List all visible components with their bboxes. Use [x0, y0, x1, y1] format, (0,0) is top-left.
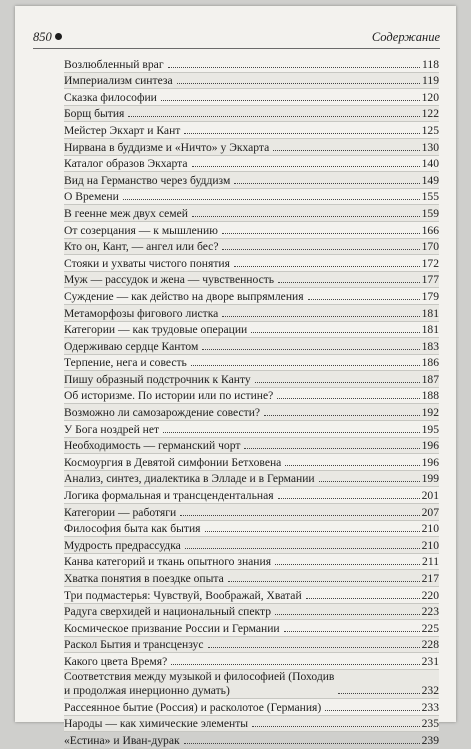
dot-leader [171, 664, 419, 665]
toc-entry [64, 716, 439, 733]
toc-entry [64, 322, 439, 339]
section-title: Содержание [371, 30, 440, 44]
dot-leader [222, 233, 420, 234]
dot-leader [234, 266, 420, 267]
bullet-dot-icon [55, 33, 62, 40]
toc-entry-page: 233 [421, 700, 439, 714]
toc-entry-page: 120 [421, 90, 439, 104]
table-of-contents [64, 56, 439, 749]
toc-entry-page: 181 [421, 323, 439, 337]
toc-entry-title: Космическое призвание России и Германии [64, 621, 280, 635]
toc-entry [64, 272, 439, 289]
toc-entry-title: Логика формальная и трансцендентальная [64, 489, 274, 503]
toc-entry [64, 438, 439, 455]
toc-entry-page: 196 [421, 455, 439, 469]
toc-entry [64, 371, 439, 388]
toc-entry-page: 118 [422, 57, 439, 71]
toc-entry-page: 149 [421, 173, 439, 187]
toc-entry-page: 170 [421, 240, 439, 254]
toc-entry-page: 187 [421, 372, 439, 386]
toc-entry [64, 388, 439, 405]
header-rule [33, 48, 440, 49]
toc-entry-page: 181 [421, 306, 439, 320]
toc-entry [64, 122, 439, 139]
book-page [15, 6, 456, 747]
toc-entry-title: Какого цвета Время? [64, 654, 168, 668]
dot-leader [192, 166, 420, 167]
toc-entry [64, 653, 439, 670]
toc-entry-title: Об историзме. По истории или по истине? [64, 389, 274, 403]
dot-leader [128, 116, 419, 117]
toc-entry-title: Канва категорий и ткань опытного знания [64, 555, 272, 569]
dot-leader [208, 647, 420, 648]
toc-entry [64, 637, 439, 654]
toc-entry [64, 139, 439, 156]
toc-entry-page: 223 [421, 605, 439, 619]
toc-entry-title: Мудрость предрассудка [64, 538, 181, 552]
toc-entry-page: 130 [421, 140, 439, 154]
toc-entry-title: От созерцания — к мышлению [64, 223, 218, 237]
toc-entry-title: Необходимость — германский чорт [64, 439, 241, 453]
toc-entry [64, 404, 439, 421]
dot-leader [222, 249, 419, 250]
toc-entry-page: 186 [421, 356, 439, 370]
toc-entry [64, 471, 439, 488]
dot-leader [308, 299, 420, 300]
toc-entry [64, 699, 439, 716]
toc-entry-title: Стояки и ухваты чистого понятия [64, 256, 230, 270]
dot-leader [184, 743, 420, 744]
toc-entry-page: 119 [422, 74, 439, 88]
toc-entry-title: Пишу образный подстрочник к Канту [64, 372, 251, 386]
toc-entry-page: 232 [421, 683, 439, 697]
toc-entry-page: 210 [421, 538, 439, 552]
toc-entry-page: 239 [421, 733, 439, 747]
toc-entry-page: 155 [421, 190, 439, 204]
dot-leader [202, 349, 419, 350]
toc-entry-page: 220 [421, 588, 439, 602]
dot-leader [185, 548, 420, 549]
dot-leader [278, 498, 420, 499]
dot-leader [192, 216, 420, 217]
toc-entry [64, 89, 439, 106]
toc-entry [64, 587, 439, 604]
dot-leader [163, 432, 420, 433]
toc-entry-title: Сказка философии [64, 90, 157, 104]
toc-entry [64, 338, 439, 355]
toc-entry-title: В геенне меж двух семей [64, 206, 188, 220]
dot-leader [191, 365, 420, 366]
dot-leader [168, 67, 420, 68]
dot-leader [252, 726, 420, 727]
dot-leader [123, 199, 420, 200]
toc-entry-page: 188 [421, 389, 439, 403]
toc-entry-page: 225 [421, 621, 439, 635]
toc-entry-title: Суждение — как действо на дворе выпрямления [64, 289, 304, 303]
toc-entry [64, 56, 439, 73]
toc-entry-page: 172 [421, 256, 439, 270]
dot-leader [251, 332, 419, 333]
toc-entry-title: Анализ, синтез, диалектика в Элладе и в Германии [64, 472, 315, 486]
toc-entry-page: 207 [421, 505, 439, 519]
toc-entry-page: 228 [421, 638, 439, 652]
toc-entry-page: 231 [421, 654, 439, 668]
toc-entry-page: 211 [422, 555, 439, 569]
dot-leader [184, 133, 419, 134]
toc-entry-page: 210 [421, 522, 439, 536]
toc-entry-title: Рассеянное бытие (Россия) и расколотое (Германия) [64, 700, 322, 714]
toc-entry [64, 255, 439, 272]
toc-entry [64, 222, 439, 239]
dot-leader [273, 150, 419, 151]
toc-entry-page: 183 [421, 339, 439, 353]
toc-entry-title: Категории — как трудовые операции [64, 323, 248, 337]
toc-entry [64, 305, 439, 322]
dot-leader [277, 398, 419, 399]
toc-entry-title: Раскол Бытия и трансцензус [64, 638, 204, 652]
toc-entry-title: Каталог образов Экхарта [64, 157, 188, 171]
toc-entry-title: Борщ бытия [64, 107, 125, 121]
toc-entry-title: Хватка понятия в поездке опыта [64, 572, 224, 585]
toc-entry-title: Терпение, нега и совесть [64, 356, 187, 370]
toc-entry [64, 421, 439, 438]
toc-entry [64, 604, 439, 621]
running-head [33, 30, 440, 48]
dot-leader [177, 83, 420, 84]
toc-entry [64, 355, 439, 372]
toc-entry-title: Кто он, Кант, — ангел или бес? [64, 240, 219, 254]
page-number: 850 [33, 30, 62, 45]
toc-entry-title: Вид на Германство через буддизм [64, 173, 231, 187]
toc-entry-title: У Бога ноздрей нет [64, 422, 160, 436]
dot-leader [244, 448, 419, 449]
dot-leader [161, 100, 420, 101]
toc-entry [64, 670, 439, 699]
toc-entry-title: «Естина» и Иван-дурак [64, 733, 180, 747]
toc-entry-page: 179 [421, 289, 439, 303]
toc-entry-title: Радуга сверхидей и национальный спектр [64, 605, 271, 619]
toc-entry-title: Соответствия между музыкой и философией (Походив [64, 669, 335, 683]
toc-entry-page: 166 [421, 223, 439, 237]
toc-entry [64, 189, 439, 206]
dot-leader [306, 598, 420, 599]
toc-entry-page: 177 [421, 273, 439, 287]
dot-leader [275, 614, 420, 615]
dot-leader [278, 282, 420, 283]
toc-entry [64, 454, 439, 471]
toc-entry-title: О Времени [64, 190, 119, 204]
dot-leader [325, 710, 419, 711]
dot-leader [180, 515, 419, 516]
toc-entry [64, 239, 439, 256]
dot-leader [205, 531, 420, 532]
toc-entry-page: 125 [421, 123, 439, 137]
toc-entry [64, 73, 439, 90]
dot-leader [264, 415, 420, 416]
toc-entry-page: 159 [421, 206, 439, 220]
toc-entry [64, 156, 439, 173]
dot-leader [275, 564, 420, 565]
toc-entry-title: Категории — работяги [64, 505, 177, 519]
dot-leader [234, 183, 419, 184]
toc-entry-page: 235 [421, 717, 439, 731]
dot-leader [228, 581, 420, 582]
toc-entry [64, 288, 439, 305]
toc-entry [64, 732, 439, 749]
toc-entry-page: 196 [421, 439, 439, 453]
toc-entry [64, 521, 439, 538]
toc-entry [64, 504, 439, 521]
toc-entry-page: 217 [421, 572, 439, 585]
toc-entry-title: Метаморфозы фигового листка [64, 306, 219, 320]
dot-leader [338, 693, 419, 694]
toc-entry-title: Космоургия в Девятой симфонии Бетховена [64, 455, 282, 469]
toc-entry-title: Три подмастерья: Чувствуй, Воображай, Хватай [64, 588, 302, 602]
toc-entry-title: Нирвана в буддизме и «Ничто» у Экхарта [64, 140, 270, 154]
toc-entry-page: 195 [421, 422, 439, 436]
dot-leader [285, 465, 419, 466]
toc-entry [64, 537, 439, 554]
toc-entry [64, 554, 439, 571]
toc-entry-title: Философия быта как бытия [64, 522, 201, 536]
toc-entry-title: Мейстер Экхарт и Кант [64, 123, 181, 137]
toc-entry-page: 140 [421, 157, 439, 171]
toc-entry-page: 201 [421, 489, 439, 503]
toc-entry [64, 487, 439, 504]
dot-leader [319, 481, 420, 482]
toc-entry-title: Возлюбленный враг [64, 57, 164, 71]
dot-leader [255, 382, 420, 383]
toc-entry-page: 199 [421, 472, 439, 486]
toc-entry-title: Возможно ли самозарождение совести? [64, 406, 261, 420]
toc-entry-title-block [64, 670, 336, 698]
toc-entry-title: Муж — рассудок и жена — чувственность [64, 273, 275, 287]
toc-entry [64, 620, 439, 637]
dot-leader [222, 316, 419, 317]
toc-entry-page: 122 [421, 107, 439, 121]
toc-entry-page: 192 [421, 406, 439, 420]
toc-entry-title: Одерживаю сердце Кантом [64, 339, 199, 353]
toc-entry [64, 570, 439, 587]
toc-entry [64, 205, 439, 222]
toc-entry-title-continued: и продолжая инерционно думать) [64, 683, 230, 697]
toc-entry-title: Народы — как химические элементы [64, 717, 249, 731]
toc-entry-title: Империализм синтеза [64, 74, 173, 88]
toc-entry [64, 172, 439, 189]
toc-entry [64, 106, 439, 123]
dot-leader [284, 631, 420, 632]
